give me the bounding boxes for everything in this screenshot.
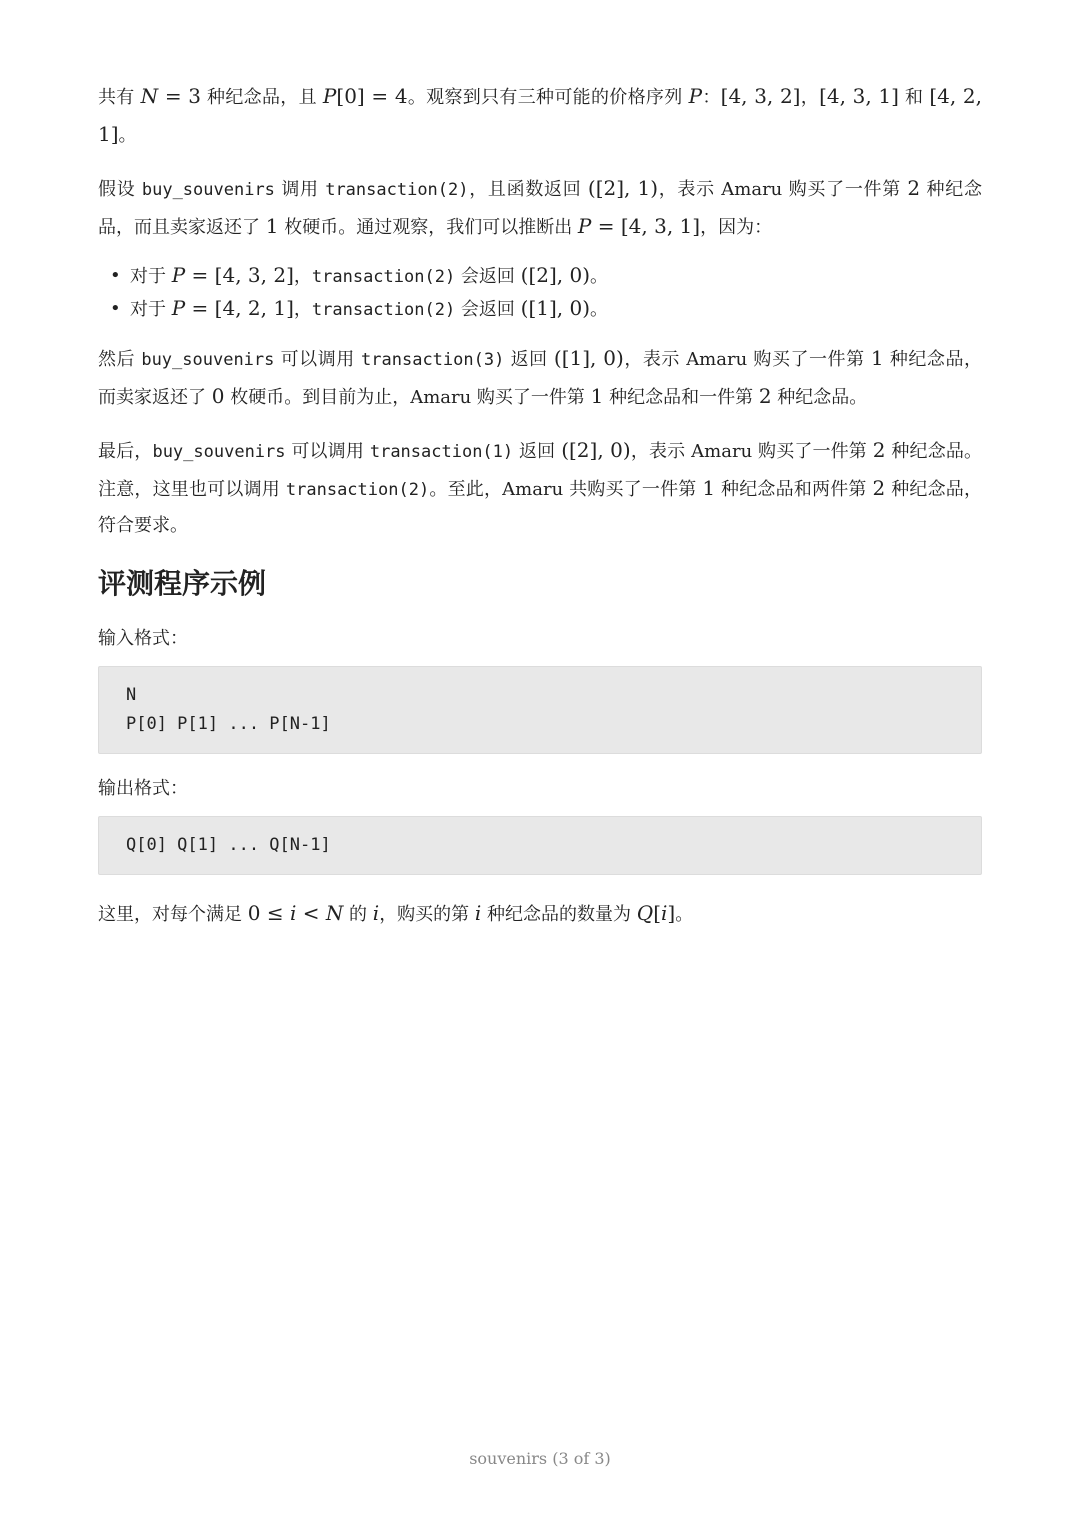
text-run: 然后: [98, 349, 142, 370]
text-run: 种纪念品。注意，这里也可以调用: [98, 441, 982, 500]
math-expression: = [4, 2, 1]: [185, 296, 294, 320]
text-run: ，: [293, 266, 312, 287]
text-run: 和: [898, 87, 930, 108]
text-run: 可以调用: [285, 441, 370, 462]
math-expression: = [4, 3, 2]: [185, 263, 294, 287]
math-variable: P: [171, 263, 186, 287]
input-format-code-block: N P[0] P[1] ... P[N-1]: [98, 666, 982, 754]
text-run: 返回: [513, 441, 562, 462]
input-format-label: 输入格式：: [98, 628, 188, 649]
text-run: 对于: [130, 266, 172, 287]
math-expression: 1: [870, 346, 884, 370]
text-run: 种纪念品，且: [200, 87, 323, 108]
reason-list-item: [130, 293, 982, 326]
text-run: 调用: [274, 179, 326, 200]
text-run: ，表示 Amaru 购买了一件第: [658, 179, 908, 200]
math-expression: [4, 3, 1]: [819, 84, 899, 108]
reason-list: [98, 260, 982, 326]
math-expression: = [4, 3, 1]: [591, 214, 701, 238]
reason-list-item: [130, 260, 982, 293]
text-run: ：: [702, 87, 721, 108]
math-expression: [4, 3, 2]: [720, 84, 801, 108]
math-variable: P: [322, 84, 337, 108]
text-run: 。: [590, 266, 609, 287]
math-expression: ([1], 0): [520, 296, 591, 320]
text-run: 枚硬币。通过观察，我们可以推断出: [278, 217, 578, 238]
text-run: 这里，对每个满足: [98, 904, 248, 925]
math-variable: i: [289, 901, 297, 925]
inline-code: transaction(2): [311, 267, 456, 287]
math-expression: 2: [907, 176, 921, 200]
text-run: ，且函数返回: [468, 179, 588, 200]
text-run: 共有: [98, 87, 141, 108]
inline-code: buy_souvenirs: [141, 180, 275, 200]
final-call-paragraph: [98, 432, 982, 544]
math-expression: 0: [211, 384, 225, 408]
math-expression: 2: [758, 384, 772, 408]
text-run: 。: [118, 125, 137, 146]
section-heading: 评测程序示例: [98, 567, 267, 600]
text-run: ，因为：: [700, 217, 773, 238]
text-run: ，: [293, 299, 312, 320]
example-paragraph: [98, 170, 982, 246]
text-run: 枚硬币。到目前为止，Amaru 购买了一件第: [224, 387, 591, 408]
math-expression: 1: [702, 476, 716, 500]
text-run: 的: [343, 904, 373, 925]
math-variable: N: [325, 901, 344, 925]
math-expression: ([2], 0): [561, 438, 631, 462]
text-run: 种纪念品，符合要求。: [98, 479, 982, 536]
text-run: 假设: [98, 179, 142, 200]
math-expression: = 3: [158, 84, 201, 108]
math-variable: N: [140, 84, 159, 108]
math-expression: 1: [590, 384, 604, 408]
math-variable: Q: [636, 901, 654, 925]
output-format-code-block: Q[0] Q[1] ... Q[N-1]: [98, 816, 982, 875]
inline-code: transaction(1): [369, 442, 514, 462]
math-expression: 2: [872, 438, 886, 462]
text-run: 。观察到只有三种可能的价格序列: [407, 87, 689, 108]
math-variable: P: [577, 214, 592, 238]
math-variable: P: [688, 84, 703, 108]
inline-code: buy_souvenirs: [152, 442, 286, 462]
intro-paragraph: [98, 78, 989, 154]
math-expression: ]: [667, 901, 676, 925]
inline-code: transaction(2): [325, 180, 469, 200]
text-run: 种纪念品和一件第: [603, 387, 759, 408]
page-footer: souvenirs (3 of 3): [469, 1449, 611, 1468]
math-expression: 2: [872, 476, 886, 500]
text-run: 会返回: [455, 299, 521, 320]
document-content: [98, 78, 989, 949]
text-run: ，表示 Amaru 购买了一件第: [630, 441, 873, 462]
math-expression: ([2], 1): [587, 176, 658, 200]
text-run: ，: [800, 87, 820, 108]
output-explanation-paragraph: [98, 895, 982, 933]
math-expression: [: [653, 901, 661, 925]
text-run: 。: [590, 299, 609, 320]
inline-code: transaction(3): [361, 350, 505, 370]
math-expression: 0 ≤: [247, 901, 290, 925]
math-variable: i: [661, 901, 668, 925]
text-run: 会返回: [455, 266, 521, 287]
text-run: 对于: [130, 299, 172, 320]
math-expression: [4, 2, 1]: [98, 84, 989, 146]
text-run: 。: [675, 904, 694, 925]
math-expression: [0] = 4: [336, 84, 408, 108]
text-run: ，购买的第: [379, 904, 475, 925]
math-expression: ([2], 0): [520, 263, 591, 287]
math-variable: i: [372, 901, 380, 925]
text-run: 可以调用: [274, 349, 362, 370]
math-expression: 1: [265, 214, 279, 238]
math-expression: <: [296, 901, 326, 925]
text-run: 种纪念品。: [771, 387, 868, 408]
output-format-label: 输出格式：: [98, 778, 188, 799]
inline-code: transaction(2): [311, 300, 456, 320]
text-run: 返回: [504, 349, 554, 370]
math-variable: i: [474, 901, 482, 925]
text-run: 种纪念品，而且卖家返还了: [98, 179, 982, 238]
math-expression: ([1], 0): [553, 346, 624, 370]
text-run: 种纪念品和两件第: [715, 479, 873, 500]
inline-code: buy_souvenirs: [141, 350, 275, 370]
math-variable: P: [171, 296, 186, 320]
text-run: 最后，: [98, 441, 153, 462]
text-run: 。至此，Amaru 共购买了一件第: [429, 479, 703, 500]
text-run: 种纪念品，而卖家返还了: [98, 349, 982, 408]
inline-code: transaction(2): [285, 480, 430, 500]
text-run: 种纪念品的数量为: [481, 904, 637, 925]
second-call-paragraph: [98, 340, 982, 416]
text-run: ，表示 Amaru 购买了一件第: [623, 349, 871, 370]
